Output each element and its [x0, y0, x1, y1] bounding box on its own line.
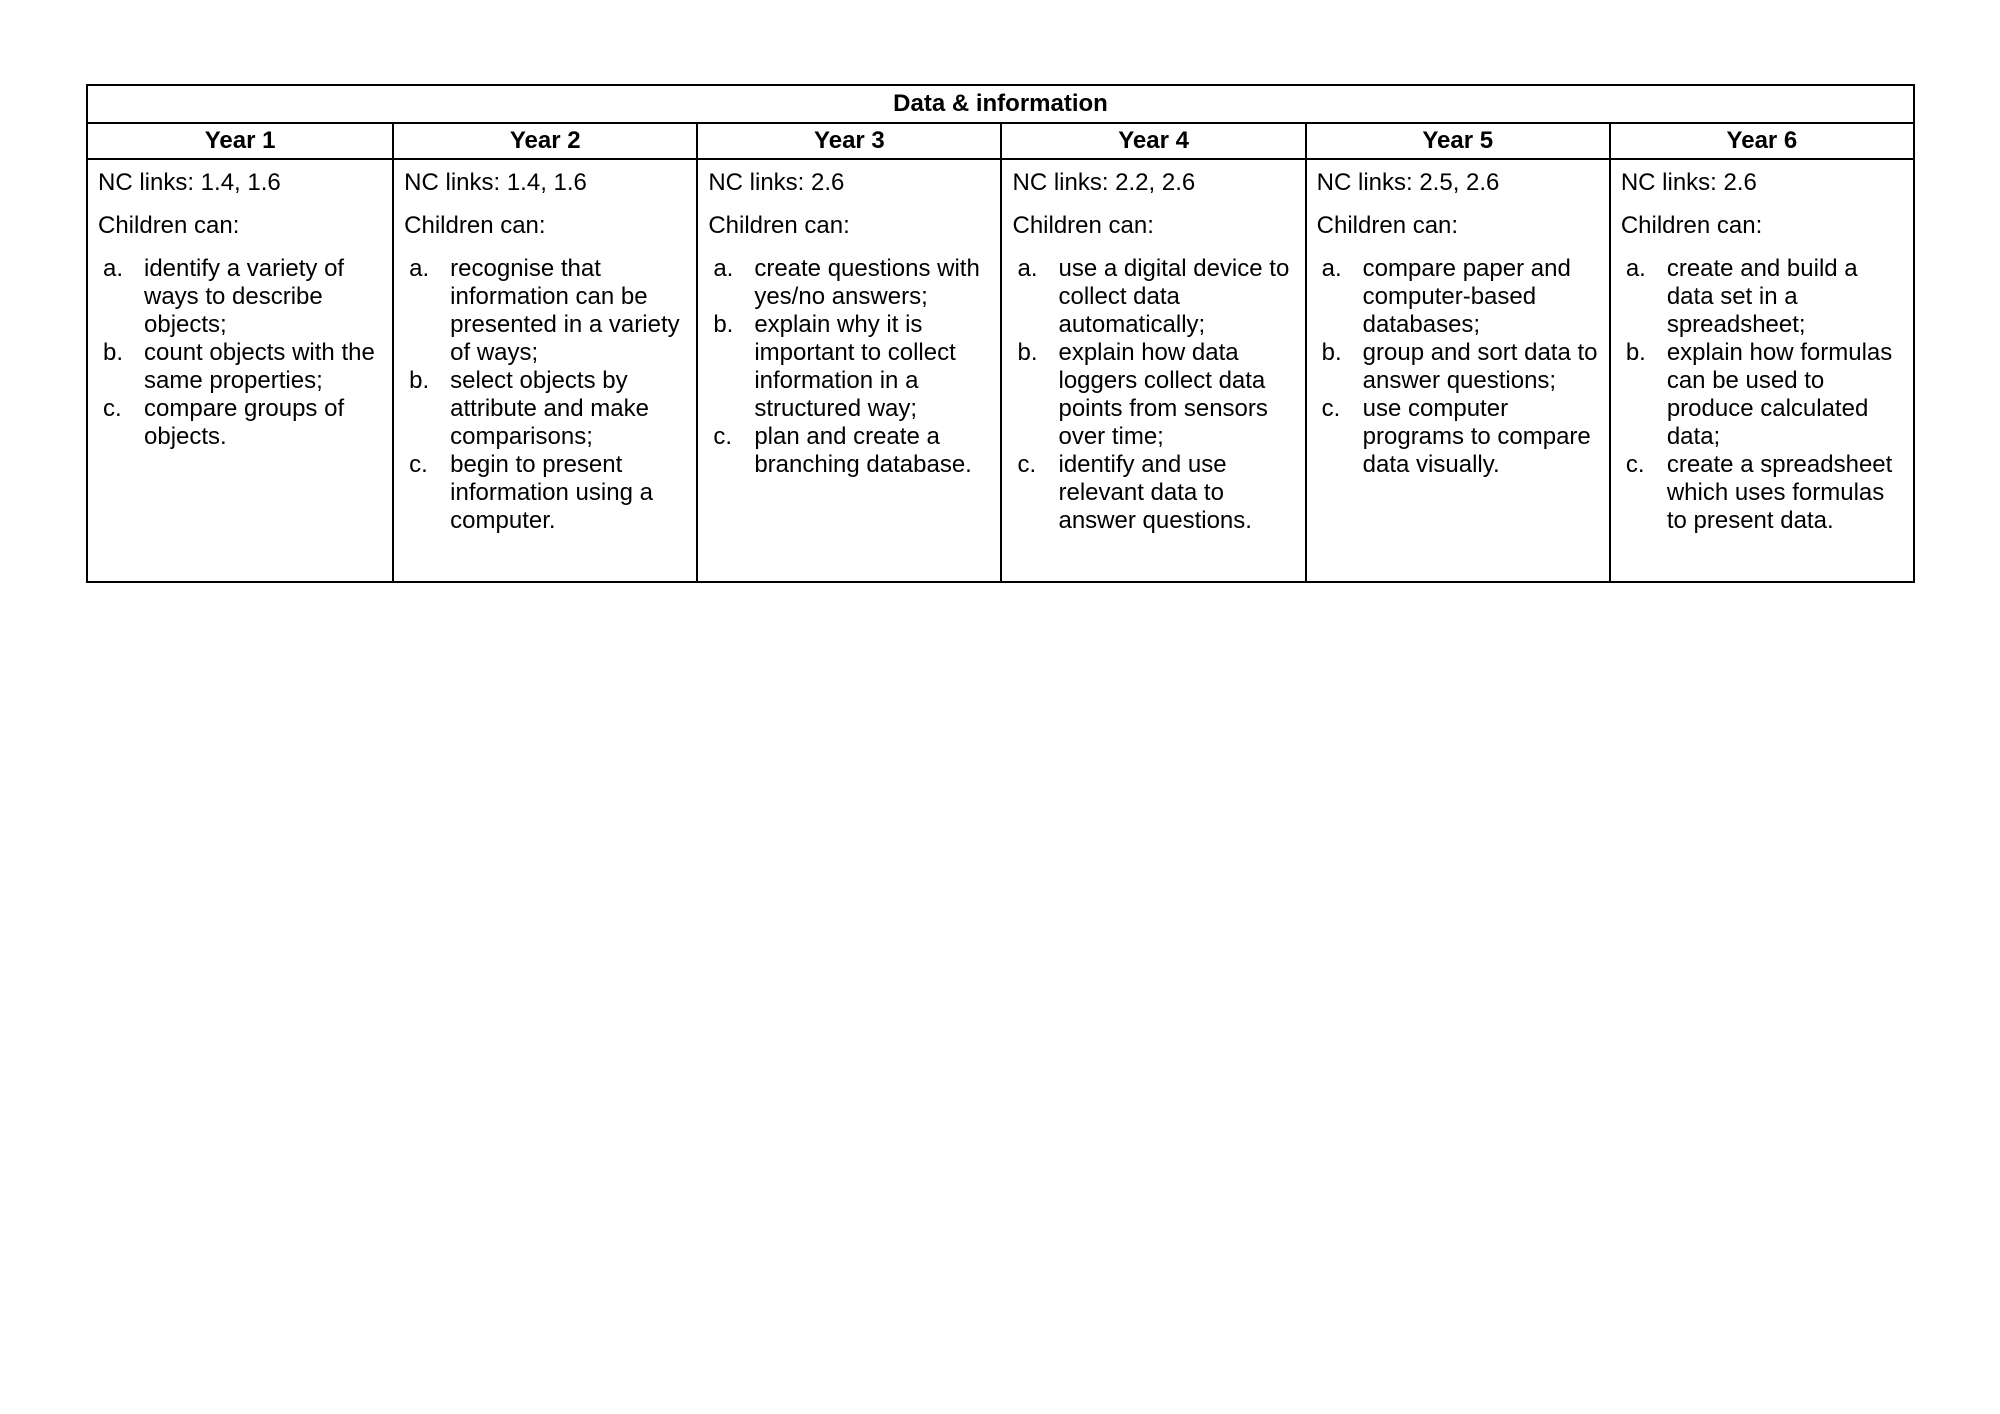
objective-marker: a.	[103, 255, 124, 282]
objective-item	[1317, 339, 1602, 395]
year-header-row	[88, 124, 1913, 160]
objective-list	[1012, 255, 1297, 535]
children-can-label: Children can:	[1012, 212, 1154, 239]
objective-list	[404, 255, 689, 535]
objective-item	[404, 451, 689, 535]
cell-year-1	[88, 160, 392, 581]
objective-item	[708, 311, 993, 423]
objective-marker: c.	[713, 423, 732, 450]
objective-item	[404, 255, 689, 367]
cell-year-2	[392, 160, 696, 581]
objective-item	[708, 255, 993, 311]
objective-marker: b.	[1321, 339, 1342, 366]
objective-text: use a digital device to collect data automatically;	[1058, 255, 1290, 338]
objective-list	[708, 255, 993, 479]
header-year-5: Year 5	[1305, 124, 1609, 158]
nc-links: NC links: 2.2, 2.6	[1012, 169, 1196, 196]
objective-text: begin to present information using a computer.	[450, 451, 653, 534]
nc-links: NC links: 1.4, 1.6	[404, 169, 587, 196]
objective-marker: c.	[1625, 451, 1645, 478]
objective-marker: a.	[1321, 255, 1342, 282]
cell-year-4	[1000, 160, 1304, 581]
objective-marker: c.	[409, 451, 428, 478]
objective-item	[98, 255, 385, 339]
objective-text: group and sort data to answer questions;	[1362, 339, 1598, 394]
objective-marker: a.	[1625, 255, 1646, 282]
children-can-label: Children can:	[708, 212, 850, 239]
objectives-row	[88, 160, 1913, 581]
children-can-label: Children can:	[1620, 212, 1763, 239]
objective-text: use computer programs to compare data visually.	[1362, 395, 1591, 478]
objective-text: identify a variety of ways to describe objects;	[144, 255, 345, 338]
objective-text: count objects with the same properties;	[144, 339, 375, 394]
header-year-1: Year 1	[204, 127, 276, 154]
children-can-label: Children can:	[98, 212, 240, 239]
objective-item	[1621, 451, 1906, 535]
children-can-label: Children can:	[404, 212, 546, 239]
objective-text: explain how formulas can be used to produce calculated data;	[1666, 339, 1893, 450]
objective-marker: b.	[409, 367, 430, 394]
objective-item	[98, 395, 385, 451]
objective-item	[1012, 451, 1297, 535]
objective-text: compare paper and computer-based databases;	[1362, 255, 1571, 338]
nc-links: NC links: 1.4, 1.6	[98, 169, 281, 196]
objective-item	[1621, 339, 1906, 451]
objective-item	[98, 339, 385, 395]
cell-year-6	[1609, 160, 1913, 581]
objective-text: identify and use relevant data to answer questions.	[1058, 451, 1252, 534]
objective-item	[404, 367, 689, 451]
objective-list	[1317, 255, 1602, 479]
objective-list	[1621, 255, 1906, 535]
header-year-6: Year 6	[1609, 124, 1913, 158]
nc-links: NC links: 2.5, 2.6	[1316, 169, 1500, 196]
objective-text: plan and create a branching database.	[754, 423, 972, 478]
objective-marker: b.	[103, 339, 124, 366]
header-year-3: Year 3	[696, 124, 1000, 158]
objective-list	[98, 255, 385, 451]
table-title: Data & information	[88, 86, 1913, 124]
objective-text: create a spreadsheet which uses formulas to present data.	[1666, 451, 1893, 534]
nc-links: NC links: 2.6	[708, 169, 845, 196]
objective-text: select objects by attribute and make comparisons;	[450, 367, 649, 450]
objective-item	[708, 423, 993, 479]
objective-item	[1621, 255, 1906, 339]
objective-text: explain why it is important to collect information in a structured way;	[754, 311, 956, 422]
objective-text: create and build a data set in a spreadsheet;	[1666, 255, 1858, 338]
objective-item	[1012, 339, 1297, 451]
objective-marker: c.	[1017, 451, 1037, 478]
objective-marker: a.	[409, 255, 430, 282]
objective-text: explain how data loggers collect data points from sensors over time;	[1058, 339, 1268, 450]
nc-links: NC links: 2.6	[1620, 169, 1757, 196]
header-year-2: Year 2	[392, 124, 696, 158]
objective-marker: c.	[103, 395, 122, 422]
objective-marker: c.	[1321, 395, 1341, 422]
objective-text: compare groups of objects.	[144, 395, 345, 450]
cell-year-3	[696, 160, 1000, 581]
curriculum-table	[86, 84, 1915, 583]
children-can-label: Children can:	[1316, 212, 1459, 239]
objective-item	[1317, 255, 1602, 339]
objective-marker: b.	[1017, 339, 1038, 366]
objective-item	[1012, 255, 1297, 339]
header-year-4: Year 4	[1000, 124, 1304, 158]
objective-marker: b.	[1625, 339, 1646, 366]
objective-marker: a.	[1017, 255, 1038, 282]
objective-marker: a.	[713, 255, 734, 282]
objective-item	[1317, 395, 1602, 479]
objective-marker: b.	[713, 311, 734, 338]
objective-text: create questions with yes/no answers;	[754, 255, 980, 310]
objective-text: recognise that information can be presented in a variety of ways;	[450, 255, 680, 366]
cell-year-5	[1305, 160, 1609, 581]
